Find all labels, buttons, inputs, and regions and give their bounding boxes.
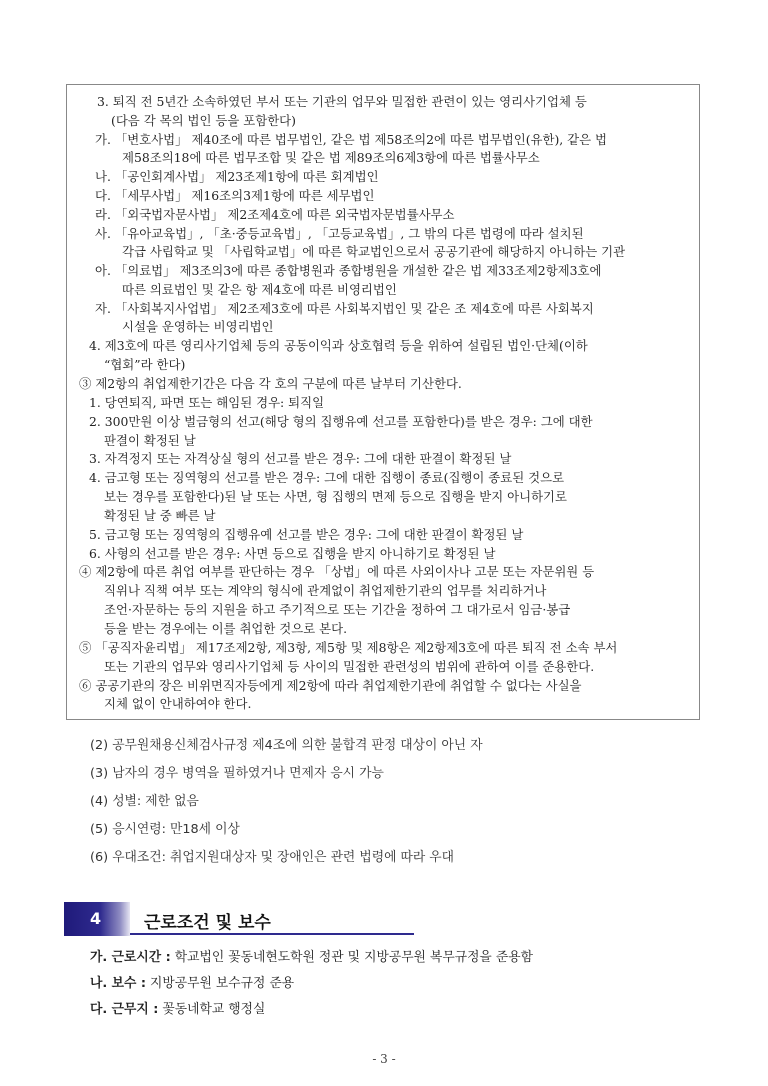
law-line: 각급 사립학교 및 「사립학교법」에 따른 학교법인으로서 공공기관에 해당하지 아니하는 기관 [122, 244, 626, 259]
section-title: 근로조건 및 보수 [144, 913, 271, 933]
law-line: 4. 금고형 또는 징역형의 선고를 받은 경우: 그에 대한 집행이 종료(집행이 종료된 것으로 [89, 470, 565, 485]
law-line: 3. 자격정지 또는 자격상실 형의 선고를 받은 경우: 그에 대한 판결이 확정된 날 [89, 451, 512, 466]
law-line: 지체 없이 안내하여야 한다. [104, 696, 252, 711]
requirement-item: (5) 응시연령: 만18세 이상 [90, 822, 240, 837]
law-line: 따른 의료법인 및 같은 항 제4호에 따른 비영리법인 [122, 282, 397, 297]
law-line: 6. 사형의 선고를 받은 경우: 사면 등으로 집행을 받지 아니하기로 확정된 날 [89, 546, 496, 561]
law-line: 라. 「외국법자문사법」 제2조제4호에 따른 외국법자문법률사무소 [95, 207, 455, 222]
requirement-item: (4) 성별: 제한 없음 [90, 794, 199, 809]
law-line: ⑥ 공공기관의 장은 비위면직자등에게 제2항에 따라 취업제한기관에 취업할 수 없다는 사실을 [79, 678, 582, 693]
condition-work-hours [90, 946, 533, 965]
law-line: 시설을 운영하는 비영리법인 [122, 319, 274, 334]
law-line: 제58조의18에 따른 법무조합 및 같은 법 제89조의6제3항에 따른 법률사무소 [122, 150, 540, 165]
law-line: 확정된 날 중 빠른 날 [104, 508, 216, 523]
law-line: 보는 경우를 포함한다)된 날 또는 사면, 형 집행의 면제 등으로 집행을 받지 아니하기로 [104, 489, 567, 504]
law-line: 5. 금고형 또는 징역형의 집행유예 선고를 받은 경우: 그에 대한 판결이 확정된 날 [89, 527, 524, 542]
law-line: 1. 당연퇴직, 파면 또는 해임된 경우: 퇴직일 [89, 395, 325, 410]
law-line: 직위나 직책 여부 또는 계약의 형식에 관계없이 취업제한기관의 업무를 처리하거나 [104, 583, 547, 598]
requirement-item: (6) 우대조건: 취업지원대상자 및 장애인은 관련 법령에 따라 우대 [90, 850, 455, 865]
condition-workplace [90, 998, 265, 1017]
page-number: - 3 - [372, 1052, 396, 1066]
condition-label: 다. 근무지 : [90, 1002, 159, 1017]
law-line: 4. 제3호에 따른 영리사기업체 등의 공동이익과 상호협력 등을 위하여 설립된 법인·단체(이하 [89, 338, 588, 353]
condition-label: 가. 근로시간 : [90, 950, 171, 965]
law-line: 등을 받는 경우에는 이를 취업한 것으로 본다. [104, 621, 348, 636]
law-line: 아. 「의료법」 제3조의3에 따른 종합병원과 종합병원을 개설한 같은 법 제33조제2항제3호에 [95, 263, 602, 278]
law-line: “협회”라 한다) [104, 357, 186, 372]
section-number: 4 [90, 909, 102, 928]
law-line: 2. 300만원 이상 벌금형의 선고(해당 형의 집행유예 선고를 포함한다)를 받은 경우: 그에 대한 [89, 414, 593, 429]
law-line: ③ 제2항의 취업제한기간은 다음 각 호의 구분에 따른 날부터 기산한다. [79, 376, 462, 391]
condition-value: 꽃동네학교 행정실 [158, 1002, 266, 1017]
law-line: 나. 「공인회계사법」 제23조제1항에 따른 회계법인 [95, 169, 379, 184]
law-line: 자. 「사회복지사업법」 제2조제3호에 따른 사회복지법인 및 같은 조 제4호에 따른 사회복지 [95, 301, 594, 316]
law-line: 가. 「변호사법」 제40조에 따른 법무법인, 같은 법 제58조의2에 따른 법무법인(유한), 같은 법 [95, 132, 608, 147]
requirement-item: (2) 공무원채용신체검사규정 제4조에 의한 불합격 판정 대상이 아닌 자 [90, 738, 483, 753]
law-line: ④ 제2항에 따른 취업 여부를 판단하는 경우 「상법」에 따른 사외이사나 고문 또는 자문위원 등 [79, 564, 595, 579]
law-line: 조언·자문하는 등의 지원을 하고 주기적으로 또는 기간을 정하여 그 대가로서 임금·봉급 [104, 602, 571, 617]
law-line: 판결이 확정된 날 [104, 433, 196, 448]
section-header [64, 902, 414, 936]
law-line: 다. 「세무사법」 제16조의3제1항에 따른 세무법인 [95, 188, 375, 203]
condition-pay [90, 972, 294, 991]
law-line: ⑤ 「공직자윤리법」 제17조제2항, 제3항, 제5항 및 제8항은 제2항제3호에 따른 퇴직 전 소속 부서 [79, 640, 618, 655]
condition-value: 지방공무원 보수규정 준용 [145, 976, 295, 991]
condition-label: 나. 보수 : [90, 976, 146, 991]
law-line: (다음 각 목의 법인 등을 포함한다) [111, 113, 296, 128]
section-underline [130, 933, 414, 935]
law-line: 3. 퇴직 전 5년간 소속하였던 부서 또는 기관의 업무와 밀접한 관련이 있는 영리사기업체 등 [97, 94, 587, 109]
law-line: 사. 「유아교육법」, 「초·중등교육법」, 「고등교육법」, 그 밖의 다른 법령에 따라 설치된 [95, 226, 584, 241]
law-excerpt-box [66, 84, 700, 720]
law-line: 또는 기관의 업무와 영리사기업체 등 사이의 밀접한 관련성의 범위에 관하여 이를 준용한다. [104, 659, 595, 674]
requirement-item: (3) 남자의 경우 병역을 필하였거나 면제자 응시 가능 [90, 766, 384, 781]
condition-value: 학교법인 꽃동네현도학원 정관 및 지방공무원 복무규정을 준용함 [170, 950, 533, 965]
